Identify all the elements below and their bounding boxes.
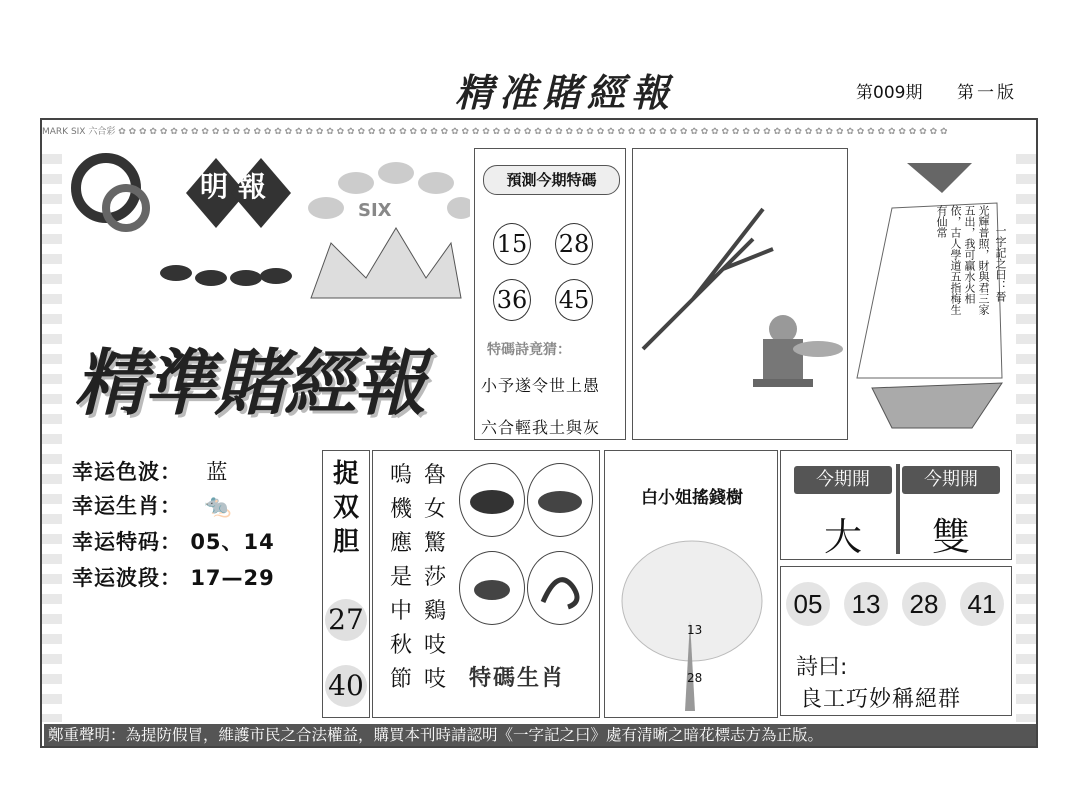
mark-six-band-right: [1016, 144, 1036, 722]
open-label-2: 今期開: [902, 466, 1000, 494]
predict-number: 15: [493, 223, 531, 265]
lucky-zodiac-label: 幸运生肖：: [72, 494, 182, 518]
newspaper-title: 精准賭經報: [455, 70, 676, 115]
horses-icon: [160, 265, 292, 286]
result-ball: 05: [786, 582, 830, 626]
tree-number: 28: [687, 671, 703, 685]
zodiac-title: 特碼生肖: [469, 666, 566, 691]
mark-six-band-top: MARK SIX 六合彩 ✿ ✿ ✿ ✿ ✿ ✿ ✿ ✿ ✿ ✿ ✿ ✿ ✿ ✿ ✿ ✿ ✿ ✿ ✿ ✿ ✿ ✿ ✿ ✿ ✿ ✿ ✿ ✿ ✿ ✿ ✿ ✿ ✿ ✿ ✿ ✿ ✿ ✿ ✿ ✿ ✿ ✿ ✿ ✿ ✿ ✿ ✿ ✿ ✿ ✿ ✿ ✿ ✿ ✿ ✿ ✿ ✿ ✿ ✿ ✿ ✿ ✿ ✿ ✿ ✿ ✿ ✿ ✿ ✿ ✿ ✿ ✿ ✿ ✿ ✿ ✿ ✿ ✿ ✿ ✿: [42, 127, 948, 137]
result-ball: 13: [844, 582, 888, 626]
scholar-tree-icon: [633, 149, 847, 439]
lucky-panel: [66, 448, 322, 618]
tree-number: 13: [687, 623, 703, 637]
scholar-illustration: [632, 148, 848, 440]
zodiac-poem-col2: 魯女驚莎鷄吱吱: [423, 463, 446, 692]
open-value-2: 雙: [931, 515, 970, 559]
money-tree-title: 白小姐搖錢樹: [641, 488, 743, 508]
catch-number: 27: [325, 599, 367, 641]
band-text: MARK SIX 六合彩: [42, 127, 116, 137]
money-tree-panel: [604, 450, 778, 718]
scroll-poem-text: 光輝普照，財與君三家五出，我可贏水火相依，古人學道五指梅生有仙常: [935, 205, 990, 315]
six-label: SIX: [358, 200, 392, 221]
open-label-1: 今期開: [794, 466, 892, 494]
zodiac-panel: [372, 450, 600, 718]
lucky-color-value: 蓝: [206, 460, 229, 484]
scroll-poem-title: 一字記之曰：晉: [994, 225, 1007, 302]
dragon-icon: [527, 551, 593, 625]
poem-text: 良工巧妙稱絕群: [800, 687, 962, 712]
prediction-title: 預測今期特碼: [483, 165, 620, 195]
footer-disclaimer: 鄭重聲明：為提防假冒，維護市民之合法權益，購買本刊時請認明《一字記之曰》處有清晰之暗花標志方為正版。: [44, 724, 1036, 746]
edition-label: 第一版: [957, 83, 1017, 103]
ming-bao-label: 明報: [200, 170, 277, 203]
lucky-code-label: 幸运特码：: [72, 530, 182, 554]
predict-number: 36: [493, 279, 531, 321]
money-tree-icon: [605, 521, 779, 717]
swirl-logo-icon: [76, 158, 146, 228]
issue-number: 第009期: [856, 83, 923, 103]
prediction-panel: [474, 148, 626, 440]
lucky-color-label: 幸运色波：: [72, 460, 182, 484]
poem-line: 小予遂令世上愚: [481, 376, 601, 395]
predict-number: 45: [555, 279, 593, 321]
lucky-code-value: 05、14: [190, 530, 275, 554]
catch-number: 40: [325, 665, 367, 707]
lucky-band-label: 幸运波段：: [72, 566, 182, 590]
crown-icon: [308, 162, 470, 298]
poem-label: 特碼詩竟猜：: [487, 342, 571, 358]
big-logo-title: 精準賭經報: [74, 341, 425, 425]
poem-line: 六合輕我土與灰: [481, 418, 601, 437]
lucky-band-value: 17—29: [190, 566, 275, 590]
predict-number: 28: [555, 223, 593, 265]
goat-icon: [459, 551, 525, 625]
tiger-icon: [527, 463, 593, 537]
result-ball: 41: [960, 582, 1004, 626]
poem-title: 詩曰:: [796, 655, 848, 680]
mark-six-band-left: [42, 144, 62, 722]
result-ball: 28: [902, 582, 946, 626]
catch-double-panel: [322, 450, 370, 718]
zodiac-poem-col1: 嗚機應是中秋節: [389, 463, 412, 692]
rat-icon: 🐀: [204, 494, 233, 519]
pig-icon: [459, 463, 525, 537]
catch-double-title: 捉双胆: [332, 459, 359, 557]
this-period-panel: [780, 450, 1014, 718]
open-value-1: 大: [823, 515, 862, 559]
